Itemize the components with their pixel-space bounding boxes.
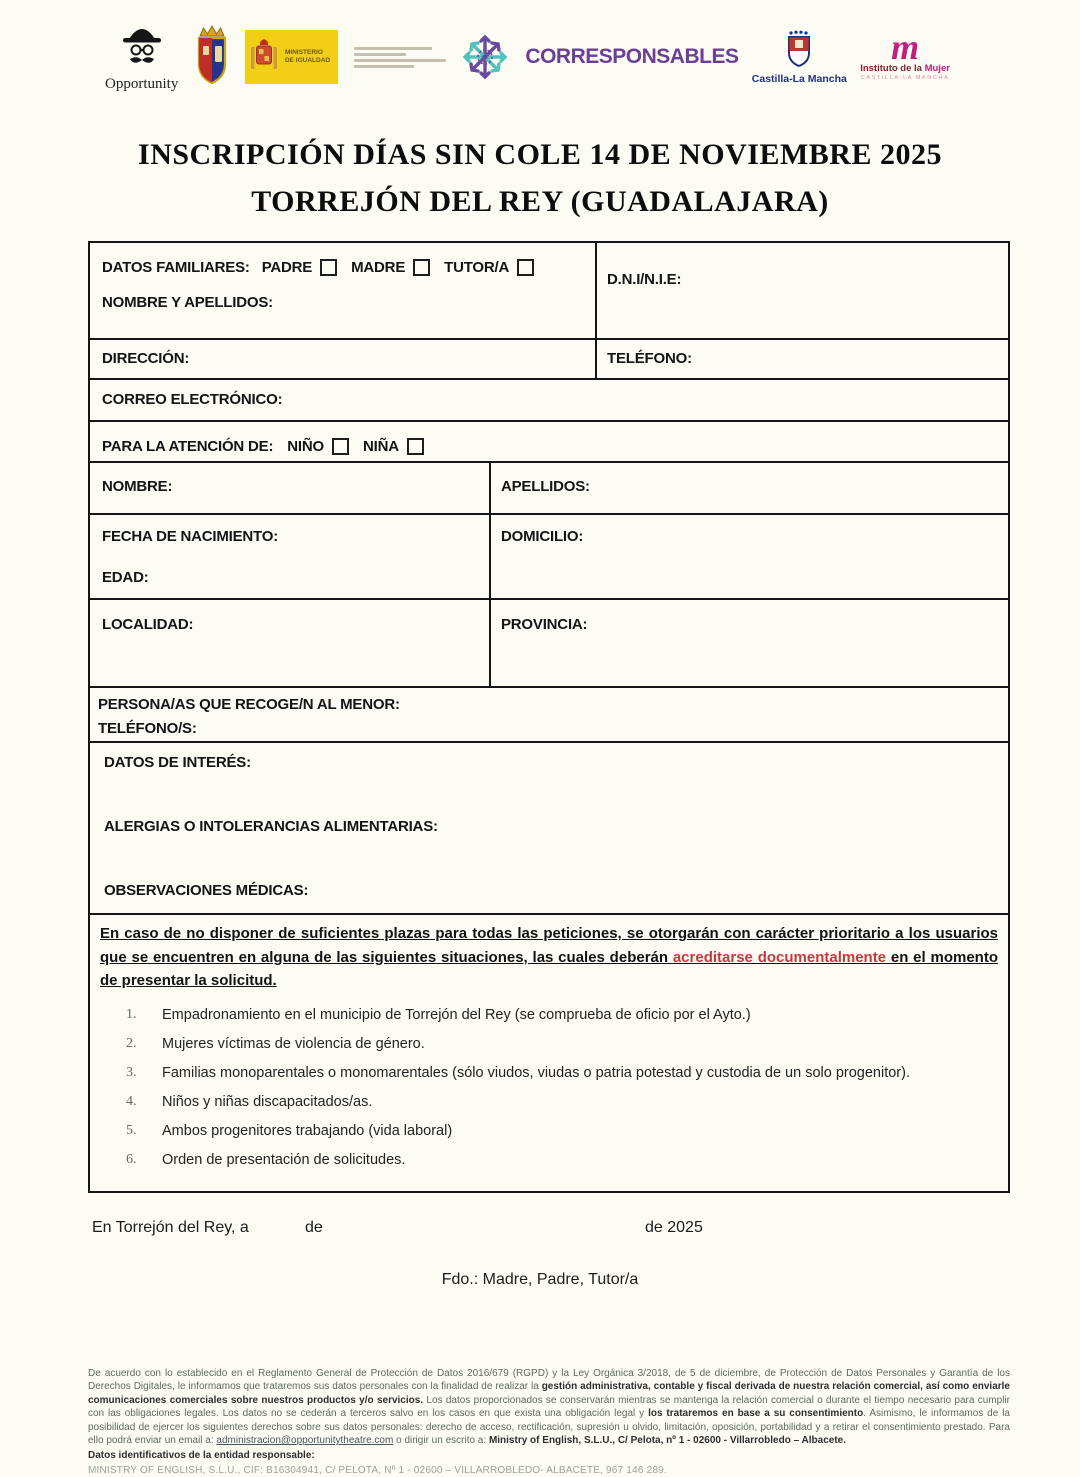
dni-label: D.N.I/N.I.E:: [607, 271, 682, 288]
priority-item-text: Empadronamiento en el municipio de Torrejón del Rey (se comprueba de oficio por el Ayto.): [162, 1007, 751, 1024]
ministerio-side-text-lines: [354, 47, 446, 68]
priority-list-item: [126, 1065, 998, 1081]
cell-provincia: [489, 600, 1008, 686]
row-datos-familiares: [90, 243, 1008, 340]
nino-label: NIÑO: [287, 437, 324, 455]
padre-checkbox[interactable]: [320, 259, 337, 276]
priority-item-text: Orden de presentación de solicitudes.: [162, 1152, 406, 1169]
row-atencion: [90, 422, 1008, 463]
privacy-text-4: o dirigir un escrito a:: [393, 1435, 489, 1447]
row-correo: [90, 380, 1008, 422]
priority-list-item: [126, 1094, 998, 1110]
nombre-label: NOMBRE:: [102, 478, 173, 495]
cell-telefono: [595, 340, 1008, 378]
fecha-nacimiento-label: FECHA DE NACIMIENTO:: [102, 528, 279, 545]
row-localidad-provincia: [90, 600, 1008, 688]
entity-label: Datos identificativos de la entidad responsable:: [88, 1450, 315, 1462]
ministerio-igualdad-logo: [245, 30, 446, 84]
cell-nombre: [90, 463, 489, 513]
priority-item-number: 1.: [126, 1007, 137, 1023]
inscription-form-table: [88, 241, 1010, 1193]
privacy-text-2: Los datos proporcionados se conservarán mientras se mantenga la relación comercial o durante el tiempo necesario para cumplir con las obligaciones legales. Los datos no se cederán a terceros salvo en los casos en que exista una obligación legal y: [88, 1394, 1010, 1420]
cell-localidad: [90, 600, 489, 686]
recoge-label: PERSONA/AS QUE RECOGE/N AL MENOR:: [98, 696, 400, 713]
page-title-line1: INSCRIPCIÓN DÍAS SIN COLE 14 DE NOVIEMBRE 2025: [138, 138, 942, 171]
opportunity-logo-label: Opportunity: [105, 75, 179, 92]
row-nombre-apellidos: [90, 463, 1008, 515]
logo-strip: [105, 14, 950, 100]
opportunity-hat-mustache-icon: [109, 22, 175, 74]
town-coat-of-arms-icon: [192, 24, 232, 90]
priority-list-item: [126, 1007, 998, 1023]
cell-fecha-nacimiento: [90, 515, 489, 598]
cell-domicilio: [489, 515, 1008, 598]
instituto-mujer-label-part1: Instituto de la: [860, 63, 925, 74]
instituto-mujer-logo: [860, 27, 950, 81]
priority-item-text: Familias monoparentales o monomarentales (sólo viudos, viudas o patria potestad y custodia de un solo progenitor).: [162, 1065, 910, 1082]
corresponsables-logo-label: CORRESPONSABLES: [525, 45, 739, 68]
privacy-email-link[interactable]: administracion@opportunitytheatre.com: [216, 1435, 394, 1447]
priority-intro: [100, 922, 998, 993]
spain-coat-of-arms-icon: [249, 37, 279, 77]
instituto-mujer-m-icon: m: [891, 27, 920, 67]
apellidos-label: APELLIDOS:: [501, 478, 590, 495]
priority-item-text: Mujeres víctimas de violencia de género.: [162, 1036, 425, 1053]
tutor-label: TUTOR/A: [444, 259, 510, 276]
ministerio-line1: MINISTERIO: [284, 48, 323, 56]
telefono-label: TELÉFONO:: [607, 350, 692, 367]
priority-item-number: 5.: [126, 1123, 137, 1139]
corresponsables-logo: [459, 29, 738, 85]
ministerio-yellow-box: [245, 30, 338, 84]
priority-intro-part1: En caso de no disponer de suficientes plazas para todas las peticiones, se otorgarán con carácter prioritario a los usuarios que se encuentren en alguna de las siguientes situaciones, las cuales deberán: [100, 925, 998, 966]
entity-details: MINISTRY OF ENGLISH, S.L.U., CIF: B16304941, C/ PELOTA, Nº 1 - 02600 – VILLARROBLEDO- ALBACETE, 967 146 289.: [88, 1464, 667, 1476]
row-recoge: [90, 688, 1008, 743]
row-datos-interes: [90, 743, 1008, 915]
datos-interes-label: DATOS DE INTERÉS:: [104, 754, 251, 771]
cell-apellidos: [489, 463, 1008, 513]
priority-list-item: [126, 1152, 998, 1168]
priority-item-number: 3.: [126, 1065, 137, 1081]
priority-list-item: [126, 1123, 998, 1139]
priority-list: [126, 1007, 998, 1168]
privacy-bold-2: los trataremos en base a su consentimiento: [648, 1408, 864, 1420]
castilla-la-mancha-logo-label: Castilla-La Mancha: [751, 72, 847, 85]
torrejon-del-rey-shield-logo: [192, 24, 232, 90]
cell-datos-familiares: [90, 243, 595, 338]
signature-line: Fdo.: Madre, Padre, Tutor/a: [441, 1271, 639, 1289]
priority-item-text: Ambos progenitores trabajando (vida laboral): [162, 1123, 453, 1140]
instituto-mujer-label-part2: Mujer: [924, 63, 950, 74]
padre-label: PADRE: [261, 259, 313, 276]
tutor-checkbox[interactable]: [517, 259, 534, 276]
privacy-text-1: De acuerdo con lo establecido en el Reglamento General de Protección de Datos 2016/679 (RGPD) y la Ley Orgánica 3/2018, de 5 de diciembre, de Protección de Datos Personales y Garantía de los Derechos Digitales, le informamos que trataremos sus datos personales con la finalidad de realizar la: [88, 1368, 1010, 1393]
priority-intro-part2: en el momento de presentar la solicitud.: [100, 948, 998, 990]
instituto-mujer-sublabel: CASTILLA-LA MANCHA: [860, 75, 950, 81]
nino-checkbox[interactable]: [332, 438, 349, 455]
madre-checkbox[interactable]: [413, 259, 430, 276]
privacy-bold-3: Ministry of English, S.L.U., C/ Pelota, nº 1 - 02600 - Villarrobledo – Albacete.: [488, 1435, 847, 1447]
row-priority: [90, 915, 1008, 1191]
provincia-label: PROVINCIA:: [501, 616, 588, 633]
ministerio-logo-text: [285, 49, 330, 66]
privacy-bold-1: gestión administrativa, contable y fiscal derivada de nuestra relación comercial, así como enviarle comunicaciones comerciales sobre nuestros productos y/o servicios.: [88, 1381, 1010, 1406]
row-nacimiento-domicilio: [90, 515, 1008, 600]
castilla-la-mancha-logo: [752, 30, 847, 85]
row-direccion-telefono: [90, 340, 1008, 380]
correo-label: CORREO ELECTRÓNICO:: [102, 391, 283, 408]
date-year-label: de 2025: [645, 1219, 703, 1237]
direccion-label: DIRECCIÓN:: [102, 350, 190, 367]
datos-familiares-label: DATOS FAMILIARES:: [102, 259, 250, 276]
opportunity-logo: [105, 22, 178, 93]
domicilio-label: DOMICILIO:: [501, 528, 584, 545]
corresponsables-snowflake-icon: [459, 29, 511, 85]
date-line: [88, 1219, 1080, 1241]
atencion-label: PARA LA ATENCIÓN DE:: [102, 437, 274, 455]
telefonos-label: TELÉFONO/S:: [98, 720, 197, 737]
privacy-notice: [88, 1367, 1010, 1477]
date-place-label: En Torrejón del Rey, a: [92, 1219, 249, 1237]
priority-item-number: 6.: [126, 1152, 137, 1168]
instituto-mujer-label: [860, 63, 950, 74]
observaciones-label: OBSERVACIONES MÉDICAS:: [104, 882, 309, 899]
priority-item-text: Niños y niñas discapacitados/as.: [162, 1094, 373, 1111]
nombre-apellidos-label: NOMBRE Y APELLIDOS:: [102, 294, 273, 311]
privacy-text-3: . Asimismo, le informamos de la posibilidad de ejercer los siguientes derechos sobre sus datos personales: derecho de acceso, rectificación, supresión u olvido, limitación, oposición, portabilidad y a retirar el consentimiento prestado. Para ello podrá enviar un email a:: [88, 1408, 1010, 1447]
madre-label: MADRE: [351, 259, 406, 276]
nina-label: NIÑA: [362, 437, 399, 455]
date-de-label: de: [305, 1219, 323, 1237]
page-title: [0, 132, 1080, 225]
priority-item-number: 2.: [126, 1036, 137, 1052]
edad-label: EDAD:: [102, 569, 149, 586]
priority-item-number: 4.: [126, 1094, 137, 1110]
page-title-line2: TORREJÓN DEL REY (GUADALAJARA): [251, 184, 829, 218]
priority-intro-red: acreditarse documentalmente: [672, 948, 887, 966]
localidad-label: LOCALIDAD:: [102, 616, 194, 633]
cell-direccion: [90, 340, 595, 378]
priority-list-item: [126, 1036, 998, 1052]
ministerio-line2: DE IGUALDAD: [284, 57, 331, 64]
alergias-label: ALERGIAS O INTOLERANCIAS ALIMENTARIAS:: [104, 818, 438, 835]
cell-dni: [595, 243, 1008, 338]
castilla-la-mancha-shield-icon: [784, 30, 814, 70]
nina-checkbox[interactable]: [407, 438, 424, 455]
